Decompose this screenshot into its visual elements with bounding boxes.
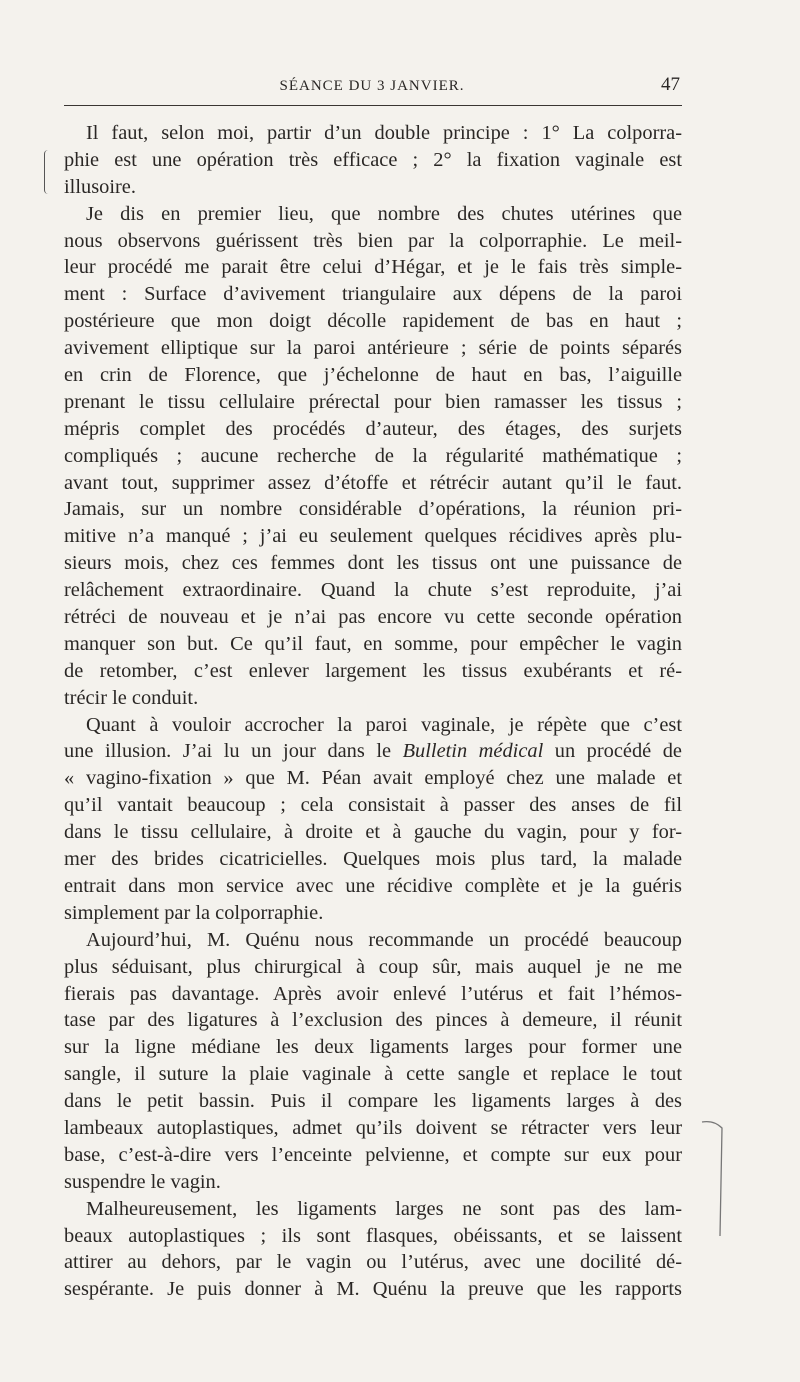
text-line: sespérante. Je puis donner à M. Quénu la preuve que les rapports	[64, 1278, 682, 1301]
text-line: tase par des ligatures à l’exclusion des pinces à demeure, il réunit	[64, 1009, 682, 1032]
text-line: qu’il vantait beaucoup ; cela consistait à passer des anses de fil	[64, 794, 682, 817]
header-rule	[64, 105, 682, 106]
text-line: mer des brides cicatricielles. Quelques mois plus tard, la malade	[64, 848, 682, 871]
text-line: attirer au dehors, par le vagin ou l’utérus, avec une docilité dé-	[64, 1251, 682, 1274]
text-line: nous observons guérissent très bien par la colporraphie. Le meil-	[64, 229, 682, 252]
text-line: phie est une opération très efficace ; 2° la fixation vaginale est	[64, 148, 682, 171]
page-number: 47	[661, 74, 680, 95]
text-line: ment : Surface d’avivement triangulaire aux dépens de la paroi	[64, 283, 682, 306]
text-line: avivement elliptique sur la paroi antérieure ; série de points séparés	[64, 337, 682, 360]
text-line: Il faut, selon moi, partir d’un double principe : 1° La colporra-	[86, 122, 682, 144]
text-line: plus séduisant, plus chirurgical à coup sûr, mais auquel je ne me	[64, 955, 682, 978]
text-line: beaux autoplastiques ; ils sont flasques, obéissants, et se laissent	[64, 1224, 682, 1247]
text-line: lambeaux autoplastiques, admet qu’ils doivent se rétracter vers leur	[64, 1116, 682, 1139]
running-head	[64, 76, 680, 100]
text-line: dans le petit bassin. Puis il compare les ligaments larges à des	[64, 1090, 682, 1113]
text-line: entrait dans mon service avec une récidive complète et je la guéris	[64, 874, 682, 897]
text-line: manquer son but. Ce qu’il faut, en somme, pour empêcher le vagin	[64, 632, 682, 655]
text-line: mépris complet des procédés d’auteur, des étages, des surjets	[64, 417, 682, 440]
text-line: en crin de Florence, que j’échelonne de haut en bas, l’aiguille	[64, 364, 682, 387]
text-line: une illusion. J’ai lu un jour dans le Bulletin médical un procédé de	[64, 740, 682, 763]
text-line: postérieure que mon doigt décolle rapidement de bas en haut ;	[64, 310, 682, 333]
body-text	[64, 120, 682, 1303]
text-line: avant tout, supprimer assez d’étoffe et rétrécir autant qu’il le faut.	[64, 471, 682, 494]
text-line: mitive n’a manqué ; j’ai eu seulement quelques récidives après plu-	[64, 525, 682, 548]
margin-bracket-mark	[44, 150, 51, 194]
text-line: dans le tissu cellulaire, à droite et à gauche du vagin, pour y for-	[64, 821, 682, 844]
text-line: compliqués ; aucune recherche de la régularité mathématique ;	[64, 444, 682, 467]
text-line: Quant à vouloir accrocher la paroi vaginale, je répète que c’est	[86, 713, 682, 736]
text-line: Jamais, sur un nombre considérable d’opérations, la réunion pri-	[64, 498, 682, 521]
text-line: leur procédé me parait être celui d’Hégar, et je le fais très simple-	[64, 256, 682, 279]
text-line: sieurs mois, chez ces femmes dont les tissus ont une puissance de	[64, 552, 682, 575]
text-line: de retomber, c’est enlever largement les tissus exubérants et ré-	[64, 659, 682, 682]
text-line: sur la ligne médiane les deux ligaments larges pour former une	[64, 1036, 682, 1059]
text-line: relâchement extraordinaire. Quand la chute s’est reproduite, j’ai	[64, 579, 682, 602]
text-line: Malheureusement, les ligaments larges ne sont pas des lam-	[86, 1197, 682, 1220]
text-line: sangle, il suture la plaie vaginale à cette sangle et replace le tout	[64, 1063, 682, 1086]
text-line: trécir le conduit.	[64, 686, 199, 709]
text-line: suspendre le vagin.	[64, 1170, 221, 1193]
text-line: fierais pas davantage. Après avoir enlevé l’utérus et fait l’hémos-	[64, 982, 682, 1005]
text-line: prenant le tissu cellulaire prérectal pour bien ramasser les tissus ;	[64, 390, 682, 413]
text-line: rétréci de nouveau et je n’ai pas encore vu cette seconde opération	[64, 606, 682, 629]
text-line: base, c’est-à-dire vers l’enceinte pelvienne, et compte sur eux pour	[64, 1143, 682, 1166]
journal-title: Bulletin médical	[402, 740, 544, 763]
running-title: SÉANCE DU 3 JANVIER.	[279, 78, 465, 94]
text-line: illusoire.	[64, 175, 136, 198]
text-line: simplement par la colporraphie.	[64, 901, 324, 924]
margin-pencil-mark	[700, 1118, 726, 1238]
text-line: Je dis en premier lieu, que nombre des chutes utérines que	[86, 202, 682, 225]
text-line: « vagino-fixation » que M. Péan avait employé chez une malade et	[64, 767, 682, 790]
text-line: Aujourd’hui, M. Quénu nous recommande un procédé beaucoup	[86, 928, 682, 951]
